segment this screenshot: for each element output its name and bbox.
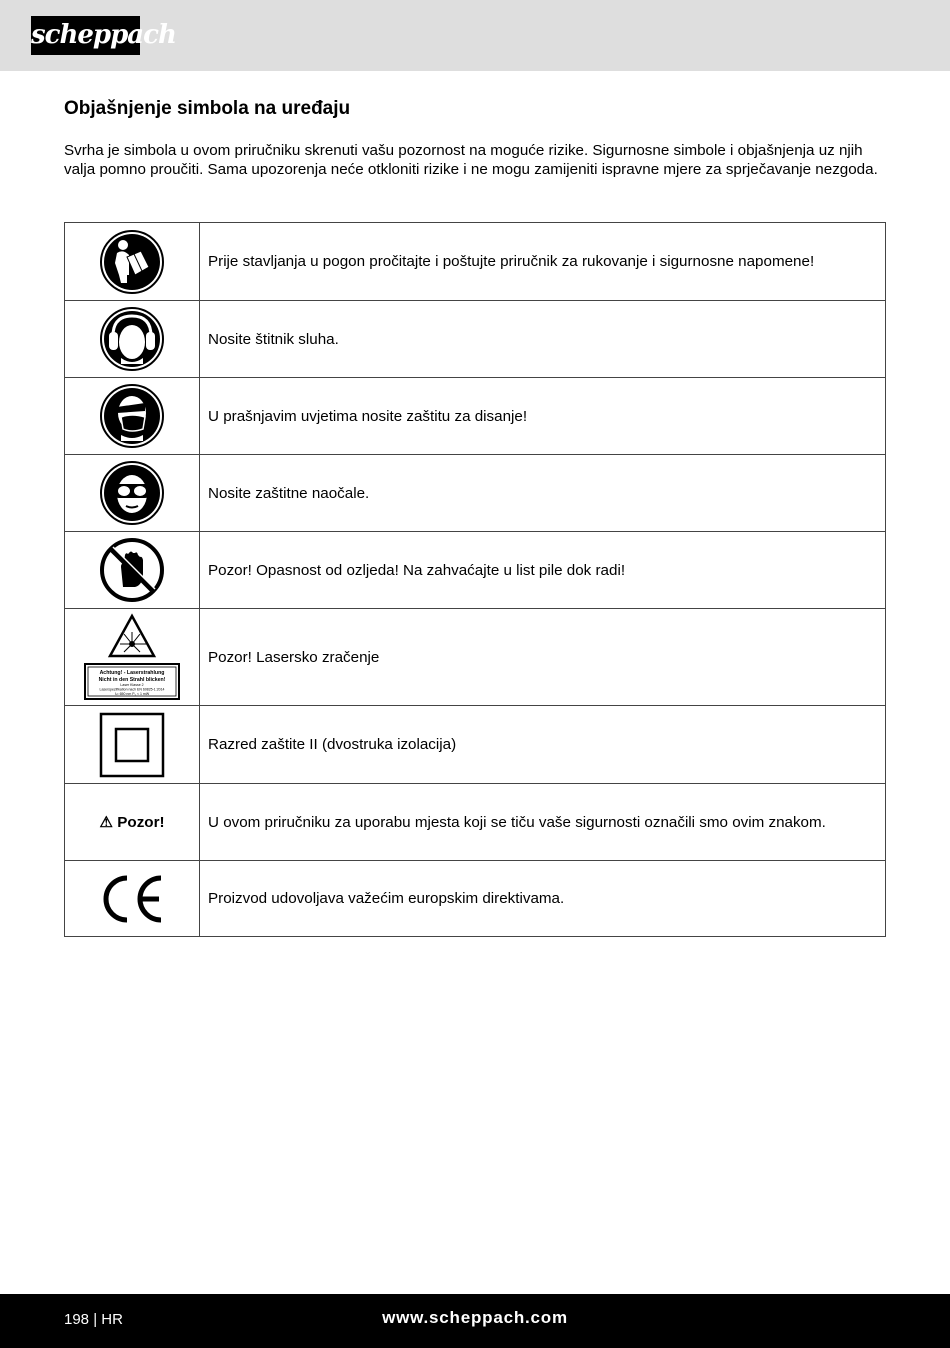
- laser-label-line: Nicht in den Strahl blicken!: [98, 677, 166, 683]
- website-url: www.scheppach.com: [382, 1308, 568, 1327]
- table-row: [65, 378, 886, 455]
- symbol-description: U prašnjavim uvjetima nosite zaštitu za disanje!: [200, 378, 886, 455]
- respirator-icon: [65, 378, 200, 455]
- symbol-description: Proizvod udovoljava važećim europskim direktivama.: [200, 861, 886, 937]
- symbol-description: Pozor! Lasersko zračenje: [200, 609, 886, 706]
- laser-label-line: λ= 650 nm P₀ < 1 mW: [114, 692, 150, 696]
- scheppach-logo: scheppach: [31, 16, 140, 55]
- page-number: 198 | HR: [64, 1311, 123, 1328]
- no-hand-icon: [65, 532, 200, 609]
- table-row: [65, 706, 886, 784]
- warning-triangle-icon: ⚠ Pozor!: [65, 784, 200, 861]
- symbol-description: Pozor! Opasnost od ozljeda! Na zahvaćajte u list pile dok radi!: [200, 532, 886, 609]
- table-row: [65, 223, 886, 301]
- safety-goggles-icon: [65, 455, 200, 532]
- table-row: [65, 861, 886, 937]
- symbol-description: Nosite štitnik sluha.: [200, 301, 886, 378]
- table-row: [65, 784, 886, 861]
- ce-mark-icon: [65, 861, 200, 937]
- double-insulation-icon: [65, 706, 200, 784]
- page-footer: [0, 1294, 950, 1348]
- symbol-description: Nosite zaštitne naočale.: [200, 455, 886, 532]
- symbol-description: U ovom priručniku za uporabu mjesta koji se tiču vaše sigurnosti označili smo ovim znakom.: [200, 784, 886, 861]
- intro-paragraph: Svrha je simbola u ovom priručniku skrenuti vašu pozornost na moguće rizike. Sigurnosne simbole i objašnjenja uz njih valja pomno proučiti. Sama upozorenja neće otkloniti rizike i ne mogu zamijeniti ispravne mjere za sprječavanje nezgoda.: [64, 142, 878, 178]
- table-row: [65, 532, 886, 609]
- table-row: [65, 455, 886, 532]
- hearing-protection-icon: [65, 301, 200, 378]
- laser-label-line: Achtung! - Laserstrahlung: [99, 670, 165, 676]
- symbol-description: Razred zaštite II (dvostruka izolacija): [200, 706, 886, 784]
- symbols-table: [64, 222, 886, 937]
- symbol-description: Prije stavljanja u pogon pročitajte i poštujte priručnik za rukovanje i sigurnosne napomene!: [200, 223, 886, 301]
- page-header: [0, 0, 950, 71]
- table-row: [65, 301, 886, 378]
- table-row: [65, 609, 886, 706]
- laser-warning-icon: [65, 609, 200, 706]
- laser-label-line: Laserspezifikation nach EN 60825-1:2014: [99, 687, 165, 692]
- page-title: Objašnjenje simbola na uređaju: [64, 98, 351, 119]
- read-manual-icon: [65, 223, 200, 301]
- laser-label-line: Laser Klasse 2: [120, 683, 144, 687]
